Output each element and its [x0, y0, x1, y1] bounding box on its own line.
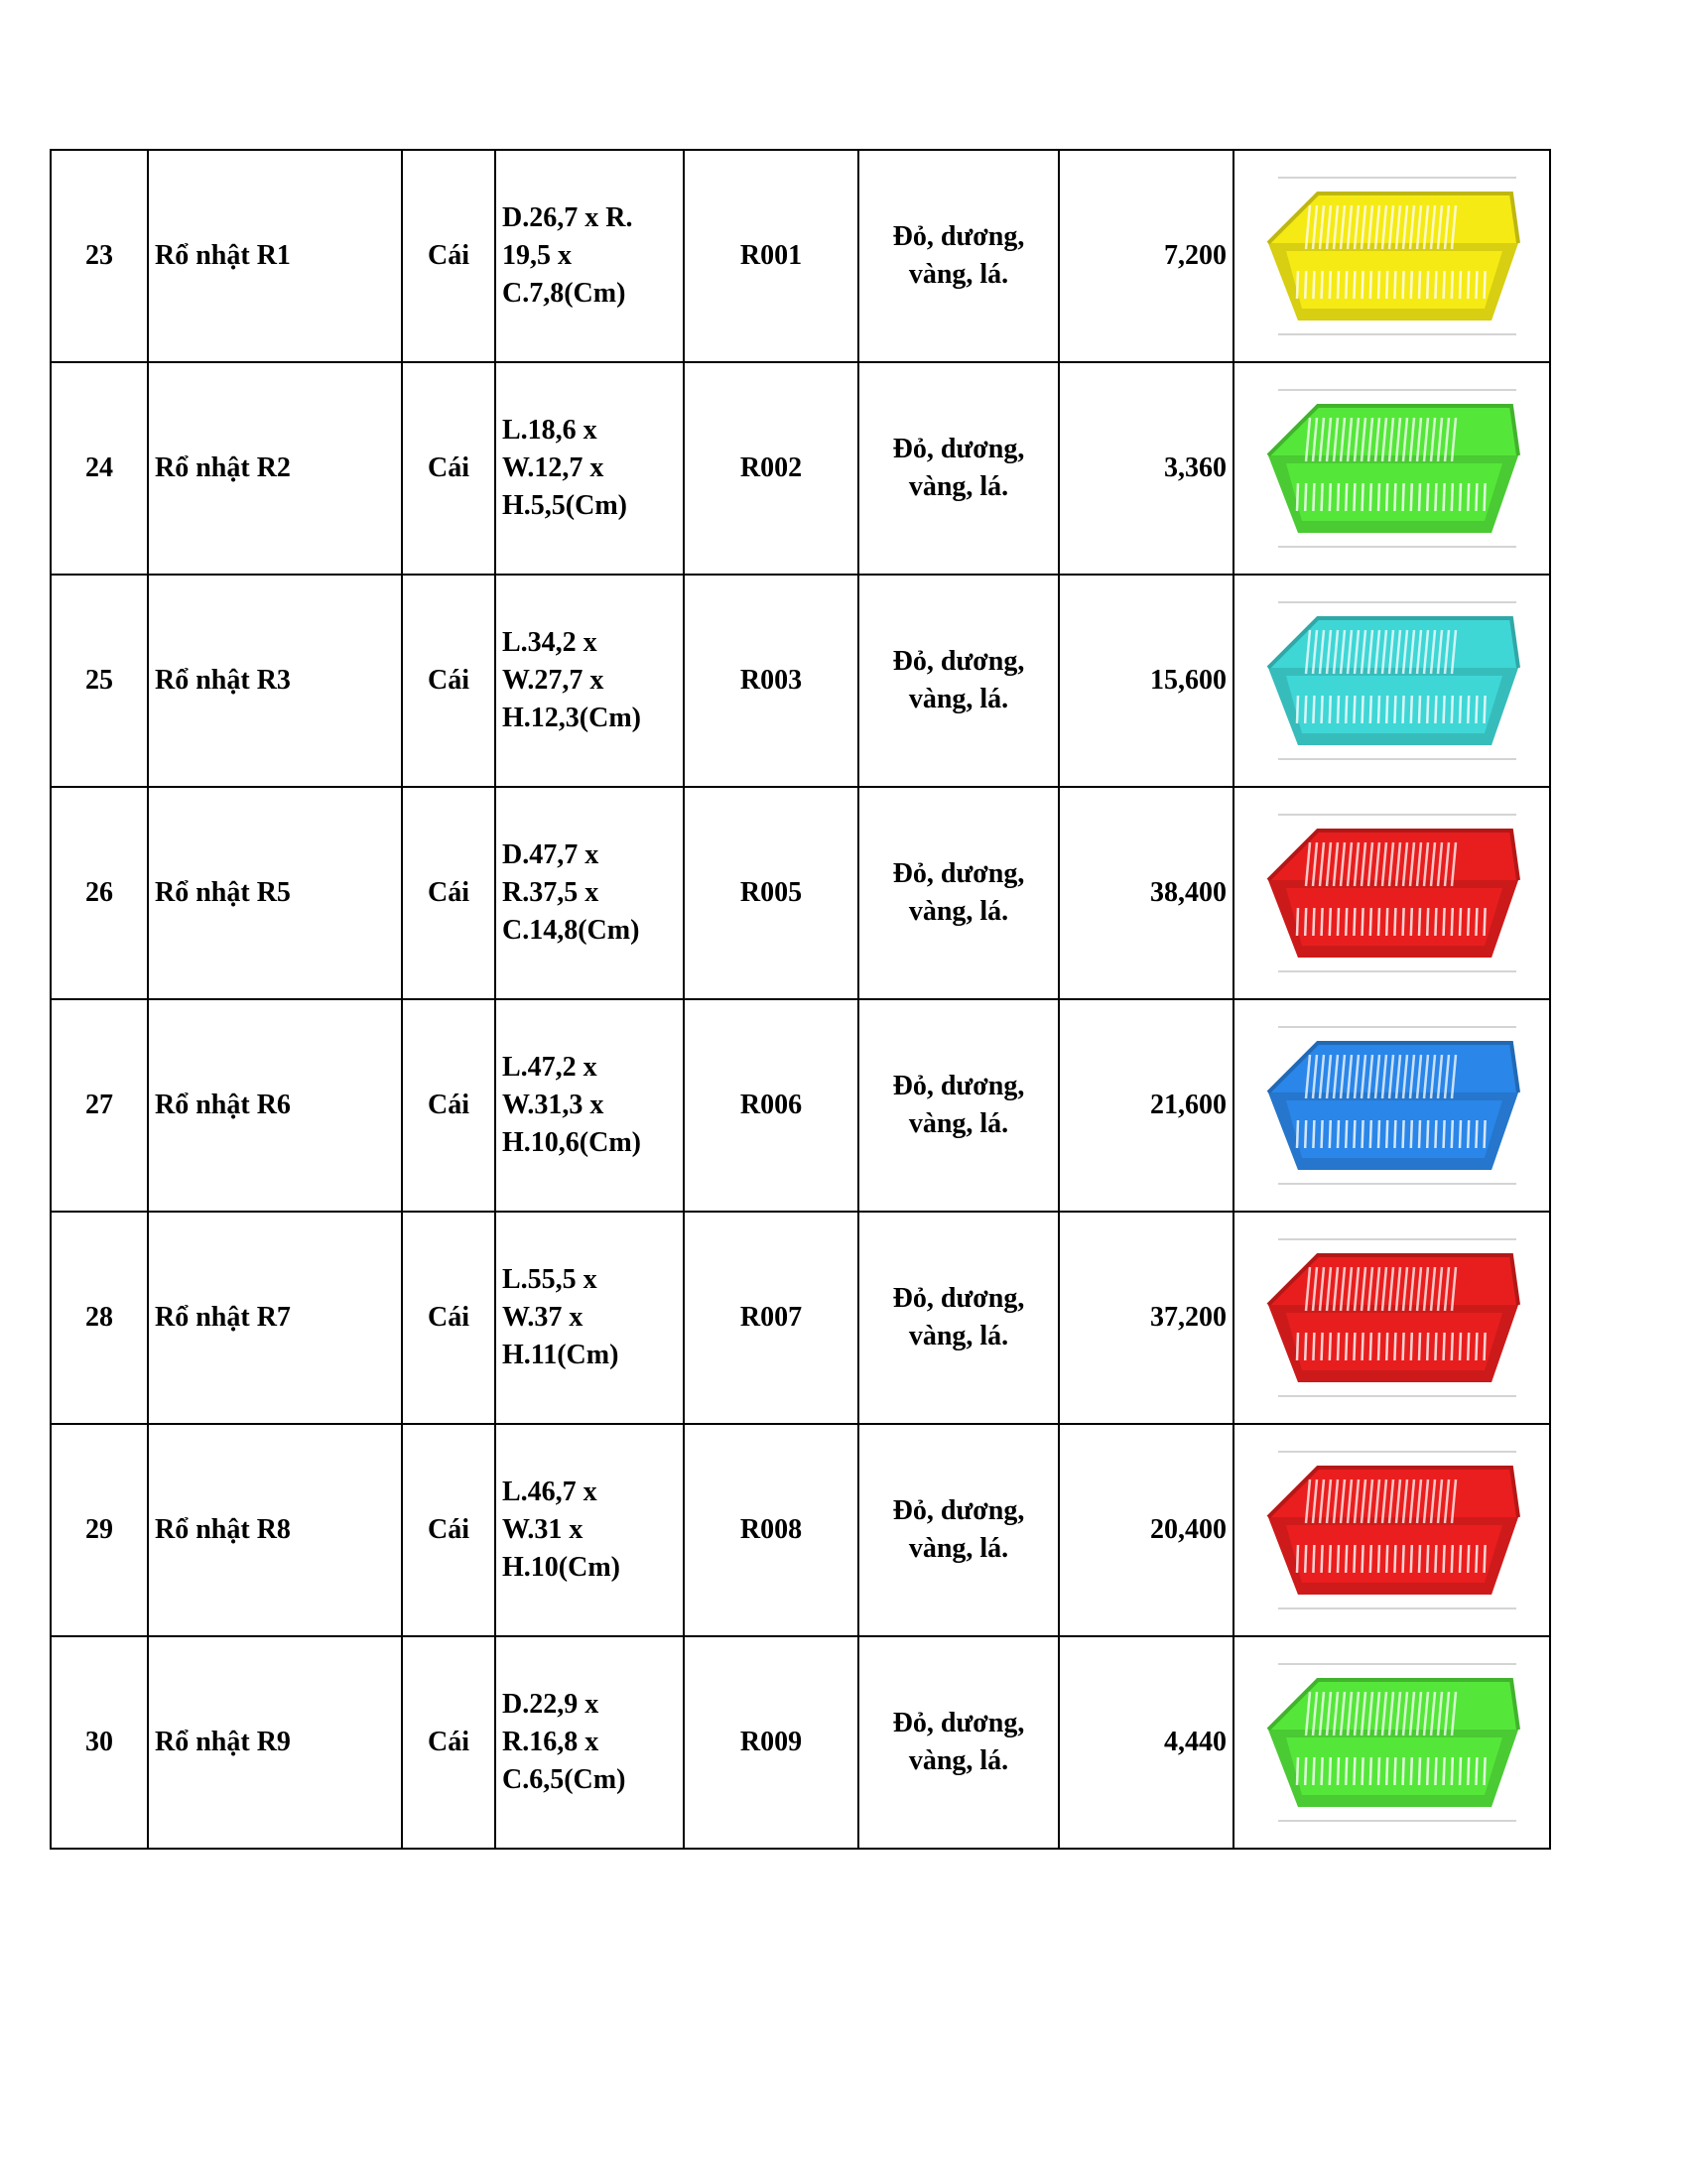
price: 21,600	[1059, 999, 1233, 1212]
price: 15,600	[1059, 575, 1233, 787]
row-number: 26	[51, 787, 148, 999]
basket-icon	[1258, 1658, 1526, 1827]
basket-icon	[1258, 172, 1526, 340]
row-number: 30	[51, 1636, 148, 1849]
row-number: 23	[51, 150, 148, 362]
available-colors: Đỏ, dương, vàng, lá.	[858, 1424, 1059, 1636]
available-colors: Đỏ, dương, vàng, lá.	[858, 150, 1059, 362]
price: 7,200	[1059, 150, 1233, 362]
basket-icon	[1258, 596, 1526, 765]
unit: Cái	[402, 999, 495, 1212]
price: 38,400	[1059, 787, 1233, 999]
available-colors: Đỏ, dương, vàng, lá.	[858, 362, 1059, 575]
product-code: R003	[684, 575, 858, 787]
product-name: Rổ nhật R7	[148, 1212, 402, 1424]
price: 20,400	[1059, 1424, 1233, 1636]
product-name: Rổ nhật R9	[148, 1636, 402, 1849]
product-code: R005	[684, 787, 858, 999]
dimensions: L.47,2 x W.31,3 x H.10,6(Cm)	[495, 999, 684, 1212]
unit: Cái	[402, 787, 495, 999]
product-code: R008	[684, 1424, 858, 1636]
unit: Cái	[402, 1424, 495, 1636]
table-row	[51, 150, 1550, 362]
row-number: 24	[51, 362, 148, 575]
product-name: Rổ nhật R8	[148, 1424, 402, 1636]
table-row	[51, 999, 1550, 1212]
product-image	[1233, 1212, 1550, 1424]
unit: Cái	[402, 362, 495, 575]
product-image	[1233, 1424, 1550, 1636]
available-colors: Đỏ, dương, vàng, lá.	[858, 1212, 1059, 1424]
table-row	[51, 1636, 1550, 1849]
product-name: Rổ nhật R1	[148, 150, 402, 362]
basket-icon	[1258, 1021, 1526, 1190]
unit: Cái	[402, 1636, 495, 1849]
available-colors: Đỏ, dương, vàng, lá.	[858, 1636, 1059, 1849]
product-image	[1233, 999, 1550, 1212]
dimensions: D.47,7 x R.37,5 x C.14,8(Cm)	[495, 787, 684, 999]
table-row	[51, 1212, 1550, 1424]
row-number: 25	[51, 575, 148, 787]
unit: Cái	[402, 1212, 495, 1424]
dimensions: D.22,9 x R.16,8 x C.6,5(Cm)	[495, 1636, 684, 1849]
product-name: Rổ nhật R6	[148, 999, 402, 1212]
product-name: Rổ nhật R2	[148, 362, 402, 575]
basket-icon	[1258, 809, 1526, 977]
dimensions: D.26,7 x R. 19,5 x C.7,8(Cm)	[495, 150, 684, 362]
price: 37,200	[1059, 1212, 1233, 1424]
dimensions: L.46,7 x W.31 x H.10(Cm)	[495, 1424, 684, 1636]
table-row	[51, 575, 1550, 787]
product-code: R001	[684, 150, 858, 362]
dimensions: L.18,6 x W.12,7 x H.5,5(Cm)	[495, 362, 684, 575]
product-image	[1233, 787, 1550, 999]
product-code: R009	[684, 1636, 858, 1849]
available-colors: Đỏ, dương, vàng, lá.	[858, 787, 1059, 999]
available-colors: Đỏ, dương, vàng, lá.	[858, 999, 1059, 1212]
dimensions: L.55,5 x W.37 x H.11(Cm)	[495, 1212, 684, 1424]
unit: Cái	[402, 150, 495, 362]
product-code: R002	[684, 362, 858, 575]
basket-icon	[1258, 1446, 1526, 1614]
product-image	[1233, 362, 1550, 575]
product-image	[1233, 150, 1550, 362]
price: 3,360	[1059, 362, 1233, 575]
row-number: 28	[51, 1212, 148, 1424]
price: 4,440	[1059, 1636, 1233, 1849]
product-table	[50, 149, 1551, 1850]
product-name: Rổ nhật R5	[148, 787, 402, 999]
product-code: R006	[684, 999, 858, 1212]
product-name: Rổ nhật R3	[148, 575, 402, 787]
table-row	[51, 787, 1550, 999]
table-row	[51, 1424, 1550, 1636]
product-image	[1233, 575, 1550, 787]
unit: Cái	[402, 575, 495, 787]
row-number: 29	[51, 1424, 148, 1636]
product-code: R007	[684, 1212, 858, 1424]
basket-icon	[1258, 1233, 1526, 1402]
basket-icon	[1258, 384, 1526, 553]
dimensions: L.34,2 x W.27,7 x H.12,3(Cm)	[495, 575, 684, 787]
row-number: 27	[51, 999, 148, 1212]
table-row	[51, 362, 1550, 575]
available-colors: Đỏ, dương, vàng, lá.	[858, 575, 1059, 787]
product-image	[1233, 1636, 1550, 1849]
